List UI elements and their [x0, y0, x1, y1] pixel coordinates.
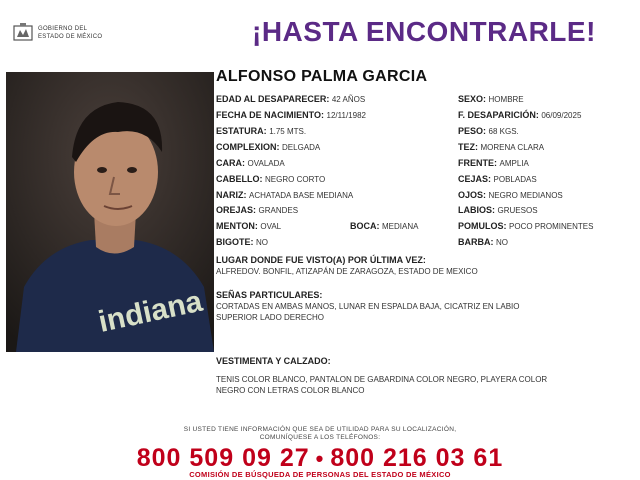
gov-line-1: GOBIERNO DEL	[38, 26, 88, 32]
senas-line-2: SUPERIOR LADO DERECHO	[216, 313, 325, 322]
contact-info-line-2: COMUNÍQUESE A LOS TELÉFONOS:	[259, 434, 381, 441]
gov-line-2: ESTADO DE MÉXICO	[38, 34, 103, 40]
field-ojos: OJOS: NEGRO MEDIANOS	[458, 190, 563, 200]
field-sexo: SEXO: HOMBRE	[458, 94, 524, 104]
lugar-value: ALFREDOV. BONFIL, ATIZAPÁN DE ZARAGOZA, ESTADO DE MEXICO	[216, 267, 478, 276]
person-name: ALFONSO PALMA GARCIA	[216, 68, 428, 85]
field-cabello: CABELLO: NEGRO CORTO	[216, 174, 326, 184]
field-complexion: COMPLEXION: DELGADA	[216, 142, 321, 152]
field-pomulos: POMULOS: POCO PROMINENTES	[458, 221, 594, 231]
government-logo	[12, 22, 122, 48]
vestimenta-line-2: NEGRO CON LETRAS COLOR BLANCO	[216, 386, 365, 395]
senas-label: SEÑAS PARTICULARES:	[216, 290, 323, 300]
field-bigote: BIGOTE: NO	[216, 237, 269, 247]
headline: ¡HASTA ENCONTRARLE!	[252, 16, 596, 47]
field-fecha-nacimiento: FECHA DE NACIMIENTO: 12/11/1982	[216, 110, 366, 120]
vestimenta-label: VESTIMENTA Y CALZADO:	[216, 356, 331, 366]
vestimenta-line-1: TENIS COLOR BLANCO, PANTALON DE GABARDINA COLOR NEGRO, PLAYERA COLOR	[216, 375, 548, 384]
missing-person-photo	[6, 72, 214, 352]
field-barba: BARBA: NO	[458, 237, 509, 247]
contact-info	[0, 426, 640, 442]
field-frente: FRENTE: AMPLIA	[458, 158, 529, 168]
phone-1[interactable]: 800 509 09 27	[136, 444, 310, 472]
senas-line-1: CORTADAS EN AMBAS MANOS, LUNAR EN ESPALDA BAJA, CICATRIZ EN LABIO	[216, 302, 520, 311]
field-labios: LABIOS: GRUESOS	[458, 205, 538, 215]
field-nariz: NARIZ: ACHATADA BASE MEDIANA	[216, 190, 354, 200]
field-tez: TEZ: MORENA CLARA	[458, 142, 545, 152]
svg-text:indiana: indiana	[95, 284, 206, 339]
phone-2[interactable]: 800 216 03 61	[330, 444, 504, 472]
field-edad: EDAD AL DESAPARECER: 42 AÑOS	[216, 94, 366, 104]
phone-separator: •	[315, 446, 325, 471]
field-boca: BOCA: MEDIANA	[350, 221, 419, 231]
field-cejas: CEJAS: POBLADAS	[458, 174, 537, 184]
field-orejas: OREJAS: GRANDES	[216, 205, 299, 215]
lugar-label: LUGAR DONDE FUE VISTO(A) POR ÚLTIMA VEZ:	[216, 255, 426, 265]
field-peso: PESO: 68 KGS.	[458, 126, 519, 136]
government-name	[38, 25, 102, 41]
commission-name: COMISIÓN DE BÚSQUEDA DE PERSONAS DEL ESTADO DE MÉXICO	[189, 470, 451, 479]
phone-numbers	[0, 444, 640, 473]
field-cara: CARA: OVALADA	[216, 158, 285, 168]
field-estatura: ESTATURA: 1.75 MTS.	[216, 126, 307, 136]
field-fecha-desaparicion: F. DESAPARICIÓN: 06/09/2025	[458, 110, 582, 120]
field-menton: MENTON: OVAL	[216, 221, 282, 231]
state-seal-icon	[12, 22, 34, 44]
contact-info-line-1: SI USTED TIENE INFORMACIÓN QUE SEA DE UTILIDAD PARA SU LOCALIZACIÓN,	[183, 426, 457, 433]
portrait-illustration	[6, 72, 214, 352]
